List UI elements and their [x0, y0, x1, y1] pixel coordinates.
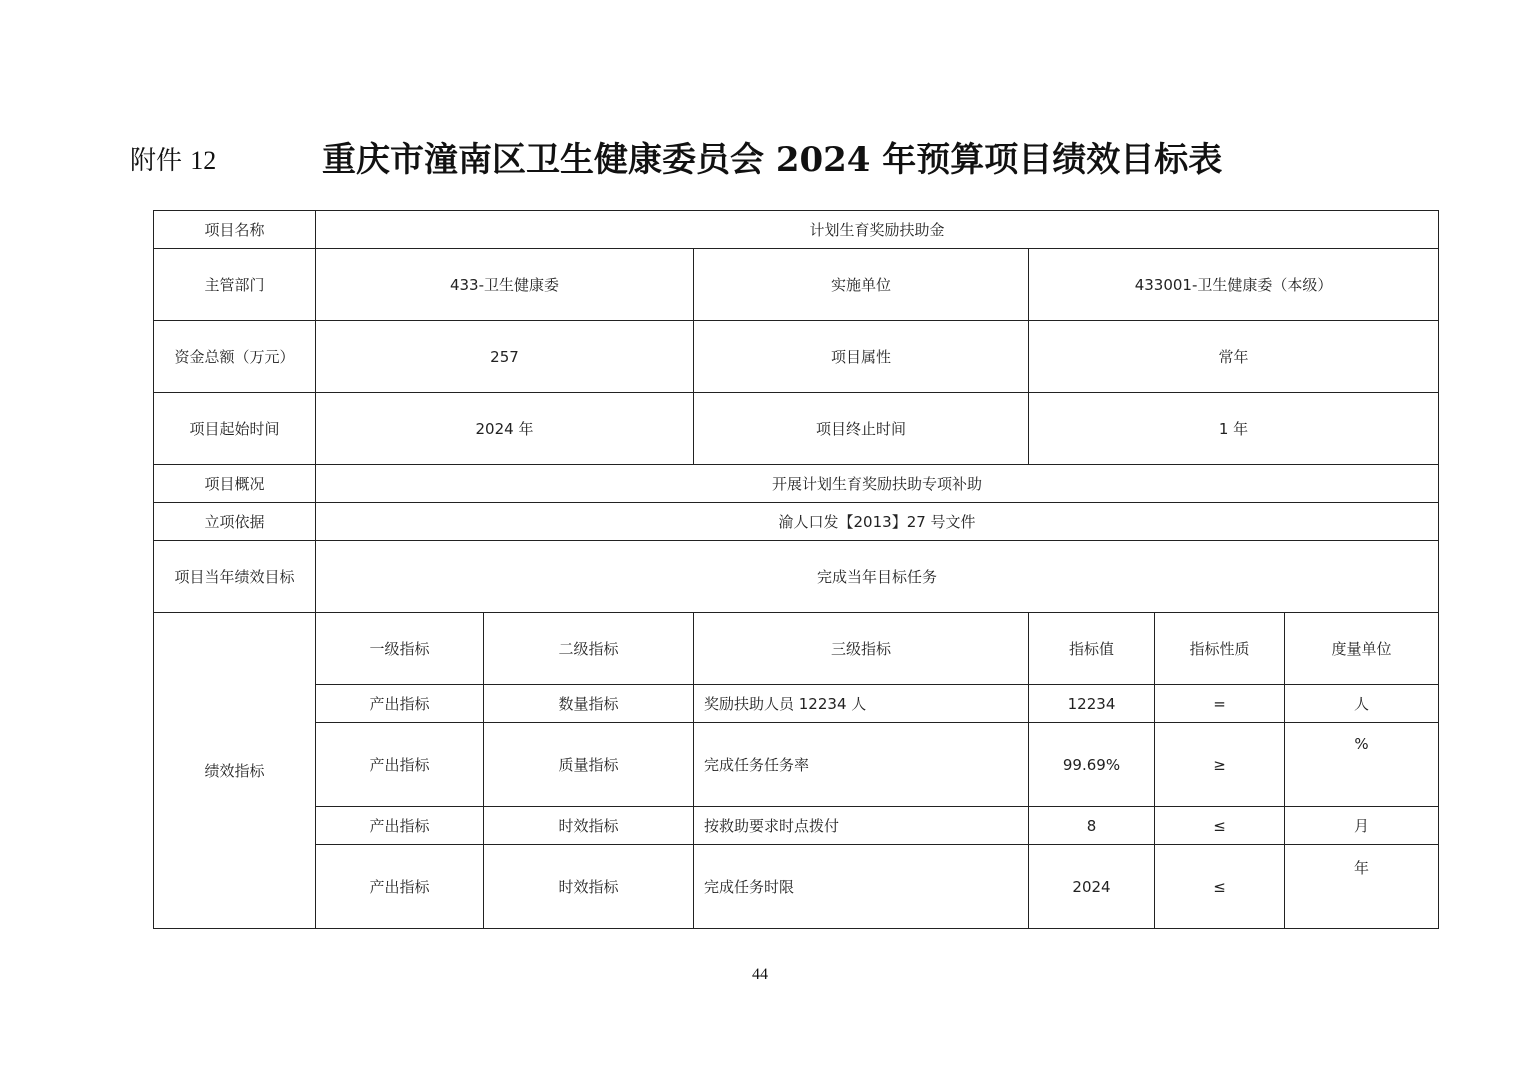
attachment-prefix: 附件 [130, 146, 183, 176]
fund-label: 资金总额（万元） [154, 321, 316, 393]
dept-label: 主管部门 [154, 249, 316, 321]
indicator-level2: 数量指标 [484, 685, 694, 723]
indicator-level1: 产出指标 [316, 845, 484, 929]
header-nature: 指标性质 [1155, 613, 1285, 685]
header-unit: 度量单位 [1285, 613, 1439, 685]
basis-value: 渝人口发【2013】27 号文件 [316, 503, 1439, 541]
indicator-unit: 月 [1285, 807, 1439, 845]
indicator-level3: 按救助要求时点拨付 [694, 807, 1029, 845]
end-value: 1 年 [1029, 393, 1439, 465]
row-department [154, 249, 1439, 321]
attachment-label [130, 142, 216, 180]
attr-value: 常年 [1029, 321, 1439, 393]
indicator-unit: % [1285, 723, 1439, 807]
indicator-value: 12234 [1029, 685, 1155, 723]
dept-value: 433-卫生健康委 [316, 249, 694, 321]
indicator-level3: 奖励扶助人员 12234 人 [694, 685, 1029, 723]
indicator-level2: 时效指标 [484, 845, 694, 929]
indicator-level3: 完成任务任务率 [694, 723, 1029, 807]
project-name-value: 计划生育奖励扶助金 [316, 211, 1439, 249]
indicator-unit: 人 [1285, 685, 1439, 723]
row-goal [154, 541, 1439, 613]
performance-target-table [153, 210, 1439, 929]
row-basis [154, 503, 1439, 541]
goal-value: 完成当年目标任务 [316, 541, 1439, 613]
indicator-value: 99.69% [1029, 723, 1155, 807]
indicator-row [154, 685, 1439, 723]
indicators-section-label: 绩效指标 [154, 613, 316, 929]
end-label: 项目终止时间 [694, 393, 1029, 465]
start-value: 2024 年 [316, 393, 694, 465]
header-level2: 二级指标 [484, 613, 694, 685]
indicator-level2: 质量指标 [484, 723, 694, 807]
indicator-value: 2024 [1029, 845, 1155, 929]
indicator-nature: ≤ [1155, 845, 1285, 929]
indicator-row [154, 845, 1439, 929]
overview-value: 开展计划生育奖励扶助专项补助 [316, 465, 1439, 503]
row-overview [154, 465, 1439, 503]
basis-label: 立项依据 [154, 503, 316, 541]
indicator-nature: ≤ [1155, 807, 1285, 845]
indicator-level1: 产出指标 [316, 723, 484, 807]
row-time [154, 393, 1439, 465]
project-name-label: 项目名称 [154, 211, 316, 249]
indicator-level2: 时效指标 [484, 807, 694, 845]
indicator-nature: ≥ [1155, 723, 1285, 807]
fund-value: 257 [316, 321, 694, 393]
row-project-name [154, 211, 1439, 249]
row-indicator-headers [154, 613, 1439, 685]
page-number: 44 [752, 966, 768, 983]
unit-value: 433001-卫生健康委（本级） [1029, 249, 1439, 321]
row-fund [154, 321, 1439, 393]
header-level3: 三级指标 [694, 613, 1029, 685]
indicator-value: 8 [1029, 807, 1155, 845]
overview-label: 项目概况 [154, 465, 316, 503]
header-value: 指标值 [1029, 613, 1155, 685]
indicator-row [154, 723, 1439, 807]
page-title: 重庆市潼南区卫生健康委员会 2024 年预算项目绩效目标表 [322, 140, 1223, 180]
indicator-level1: 产出指标 [316, 685, 484, 723]
goal-label: 项目当年绩效目标 [154, 541, 316, 613]
indicator-level3: 完成任务时限 [694, 845, 1029, 929]
indicator-row [154, 807, 1439, 845]
attr-label: 项目属性 [694, 321, 1029, 393]
indicator-unit: 年 [1285, 845, 1439, 929]
indicator-nature: = [1155, 685, 1285, 723]
indicator-level1: 产出指标 [316, 807, 484, 845]
attachment-number: 12 [190, 146, 217, 175]
start-label: 项目起始时间 [154, 393, 316, 465]
unit-label: 实施单位 [694, 249, 1029, 321]
header-level1: 一级指标 [316, 613, 484, 685]
